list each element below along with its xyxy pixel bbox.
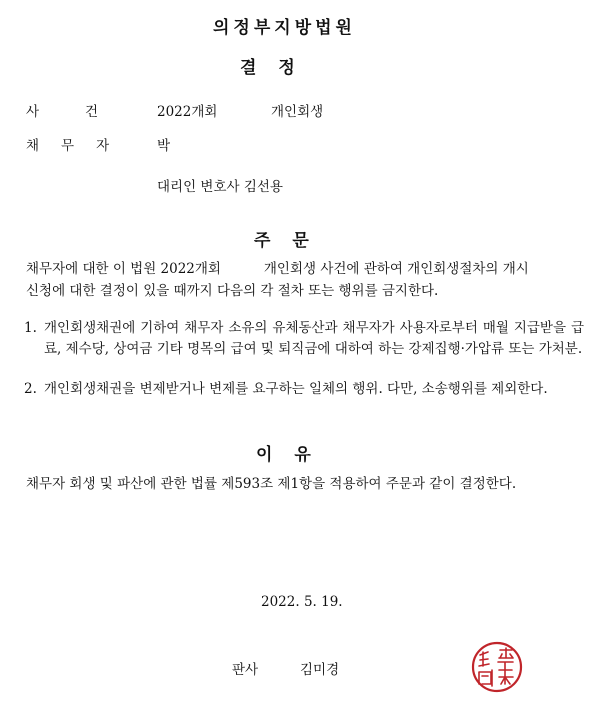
- legal-agent: 대리인 변호사 김선용: [157, 179, 283, 195]
- debtor-name: 박: [157, 138, 171, 154]
- order-item: [24, 318, 584, 360]
- order-item-number: 2.: [24, 381, 37, 397]
- order-item-number: 1.: [24, 320, 37, 336]
- order-heading: 주문: [254, 231, 331, 251]
- judge-label: 판사: [232, 662, 259, 678]
- reason-text: 채무자 회생 및 파산에 관한 법률 제593조 제1항을 적용하여 주문과 같이 결정한다.: [26, 476, 517, 492]
- case-label: 사건: [26, 104, 145, 120]
- order-item-text: 개인회생채권에 기하여 채무자 소유의 유체동산과 채무자가 사용자로부터 매월 지급받을 급료, 제수당, 상여금 기타 명목의 급여 및 퇴직금에 대하여 하는 강제집행·가압류 또는 가처분.: [44, 320, 584, 357]
- order-intro-line1: 채무자에 대한 이 법원 2022개회 개인회생 사건에 관하여 개인회생절차의 개시: [26, 261, 529, 277]
- court-name: 의정부지방법원: [213, 18, 356, 38]
- reason-heading: 이유: [256, 445, 333, 465]
- decision-date: 2022. 5. 19.: [261, 594, 343, 610]
- order-item: [24, 379, 584, 400]
- case-number: 2022개회: [157, 104, 218, 120]
- case-type: 개인회생: [271, 104, 324, 120]
- document-type-title: 결정: [240, 58, 317, 78]
- debtor-label: 채무자: [26, 138, 132, 154]
- order-intro-line2: 신청에 대한 결정이 있을 때까지 다음의 각 절차 또는 행위를 금지한다.: [26, 283, 439, 299]
- order-item-text: 개인회생채권을 변제받거나 변제를 요구하는 일체의 행위. 다만, 소송행위를 제외한다.: [44, 381, 548, 397]
- judge-name: 김미경: [300, 662, 340, 678]
- judge-seal-stamp: [470, 640, 524, 694]
